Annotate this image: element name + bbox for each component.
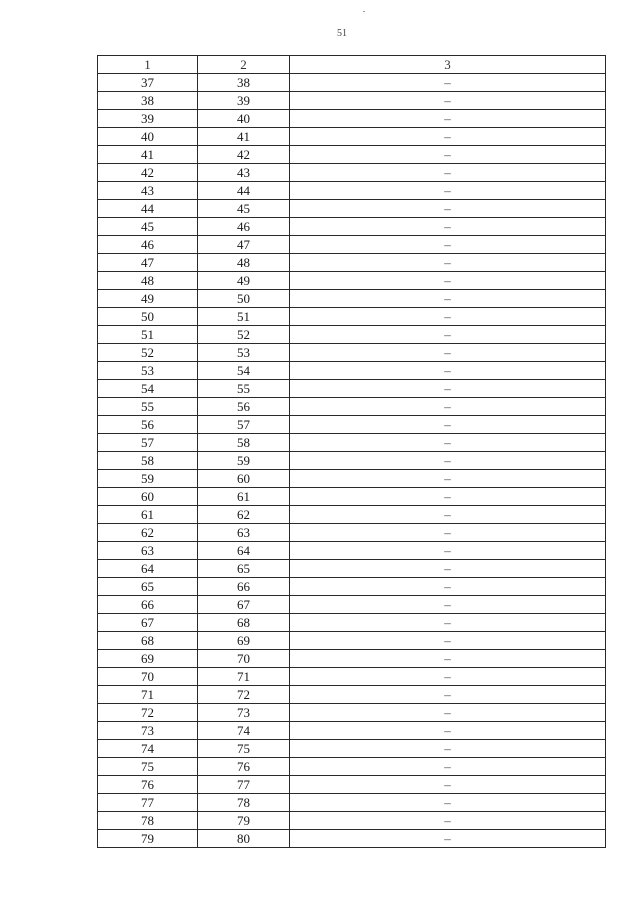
table-cell-col-2: 80: [198, 830, 290, 848]
table-cell-col-3: –: [290, 200, 606, 218]
table-cell-col-3: –: [290, 488, 606, 506]
table-row: [98, 74, 606, 92]
table-cell-col-1: 56: [98, 416, 198, 434]
table-cell-col-1: 58: [98, 452, 198, 470]
table-cell-col-2: 41: [198, 128, 290, 146]
table-cell-col-1: 57: [98, 434, 198, 452]
table-row: [98, 614, 606, 632]
table-cell-col-3: –: [290, 722, 606, 740]
table-cell-col-1: 74: [98, 740, 198, 758]
table-cell-col-2: 57: [198, 416, 290, 434]
table-cell-col-2: 64: [198, 542, 290, 560]
table-cell-col-1: 70: [98, 668, 198, 686]
table-cell-col-1: 43: [98, 182, 198, 200]
table-cell-col-1: 76: [98, 776, 198, 794]
table-cell-col-1: 39: [98, 110, 198, 128]
table-row: [98, 758, 606, 776]
table-cell-col-2: 74: [198, 722, 290, 740]
table-cell-col-3: –: [290, 272, 606, 290]
table-row: [98, 686, 606, 704]
table-row: [98, 128, 606, 146]
table-cell-col-2: 75: [198, 740, 290, 758]
table-row: [98, 740, 606, 758]
table-cell-col-2: 77: [198, 776, 290, 794]
table-cell-col-1: 50: [98, 308, 198, 326]
table-cell-col-2: 76: [198, 758, 290, 776]
table-row: [98, 488, 606, 506]
table-row: [98, 308, 606, 326]
table-cell-col-1: 64: [98, 560, 198, 578]
table-cell-col-1: 79: [98, 830, 198, 848]
table-cell-col-1: 46: [98, 236, 198, 254]
table-cell-col-3: –: [290, 506, 606, 524]
table-row: [98, 164, 606, 182]
table-row: [98, 632, 606, 650]
table-cell-col-2: 53: [198, 344, 290, 362]
table-cell-col-2: 78: [198, 794, 290, 812]
table-row: [98, 344, 606, 362]
table-cell-col-2: 60: [198, 470, 290, 488]
table-cell-col-1: 60: [98, 488, 198, 506]
table-row: [98, 146, 606, 164]
table-cell-col-3: –: [290, 380, 606, 398]
table-cell-col-1: 77: [98, 794, 198, 812]
table-cell-col-3: –: [290, 740, 606, 758]
table-row: [98, 650, 606, 668]
table-cell-col-3: –: [290, 128, 606, 146]
table-cell-col-2: 47: [198, 236, 290, 254]
table-row: [98, 92, 606, 110]
table-cell-col-2: 66: [198, 578, 290, 596]
table-cell-col-3: –: [290, 794, 606, 812]
table-cell-col-1: 68: [98, 632, 198, 650]
table-row: [98, 812, 606, 830]
table-cell-col-2: 54: [198, 362, 290, 380]
table-row: [98, 470, 606, 488]
table-row: [98, 596, 606, 614]
table-cell-col-1: 55: [98, 398, 198, 416]
table-row: [98, 704, 606, 722]
table-cell-col-3: –: [290, 290, 606, 308]
table-row: [98, 416, 606, 434]
table-cell-col-2: 72: [198, 686, 290, 704]
table-cell-col-3: –: [290, 542, 606, 560]
table-cell-col-2: 73: [198, 704, 290, 722]
table-cell-col-1: 44: [98, 200, 198, 218]
table-cell-col-1: 78: [98, 812, 198, 830]
table-cell-col-1: 71: [98, 686, 198, 704]
table-cell-col-1: 37: [98, 74, 198, 92]
table-cell-col-1: 66: [98, 596, 198, 614]
table-row: [98, 776, 606, 794]
table-cell-col-3: –: [290, 416, 606, 434]
table-cell-col-2: 63: [198, 524, 290, 542]
table-row: [98, 398, 606, 416]
table-row: [98, 560, 606, 578]
table-cell-col-3: –: [290, 74, 606, 92]
table-cell-col-1: 72: [98, 704, 198, 722]
table-cell-col-3: –: [290, 218, 606, 236]
table-cell-col-2: 55: [198, 380, 290, 398]
table-cell-col-3: –: [290, 812, 606, 830]
table-cell-col-2: 79: [198, 812, 290, 830]
table-row: [98, 200, 606, 218]
data-table: [97, 55, 606, 848]
table-cell-col-1: 48: [98, 272, 198, 290]
scan-speck: [363, 11, 365, 12]
table-cell-col-3: –: [290, 164, 606, 182]
table-row: [98, 326, 606, 344]
table-cell-col-1: 69: [98, 650, 198, 668]
table-cell-col-3: –: [290, 578, 606, 596]
table-row: [98, 506, 606, 524]
table-cell-col-2: 67: [198, 596, 290, 614]
table-cell-col-2: 58: [198, 434, 290, 452]
table-row: [98, 830, 606, 848]
table-cell-col-3: –: [290, 758, 606, 776]
table-cell-col-2: 62: [198, 506, 290, 524]
table-row: [98, 236, 606, 254]
table-cell-col-1: 65: [98, 578, 198, 596]
table-row: [98, 434, 606, 452]
header-row: [98, 56, 606, 74]
table-header: [98, 56, 606, 74]
table-cell-col-3: –: [290, 434, 606, 452]
table-row: [98, 110, 606, 128]
table-cell-col-2: 38: [198, 74, 290, 92]
table-cell-col-2: 52: [198, 326, 290, 344]
table-cell-col-1: 49: [98, 290, 198, 308]
table-cell-col-3: –: [290, 668, 606, 686]
table-cell-col-1: 75: [98, 758, 198, 776]
table-cell-col-3: –: [290, 524, 606, 542]
table-cell-col-3: –: [290, 308, 606, 326]
table-row: [98, 218, 606, 236]
table-cell-col-3: –: [290, 362, 606, 380]
table-row: [98, 668, 606, 686]
table-cell-col-1: 52: [98, 344, 198, 362]
table-cell-col-3: –: [290, 236, 606, 254]
page-number: 51: [337, 28, 347, 39]
column-header-3: 3: [290, 56, 606, 74]
table-cell-col-2: 61: [198, 488, 290, 506]
table-row: [98, 290, 606, 308]
table-cell-col-2: 46: [198, 218, 290, 236]
table-row: [98, 722, 606, 740]
table-cell-col-1: 59: [98, 470, 198, 488]
table-cell-col-1: 63: [98, 542, 198, 560]
table-cell-col-3: –: [290, 326, 606, 344]
table-cell-col-1: 53: [98, 362, 198, 380]
column-header-1: 1: [98, 56, 198, 74]
table-row: [98, 272, 606, 290]
table-cell-col-1: 47: [98, 254, 198, 272]
table-cell-col-2: 68: [198, 614, 290, 632]
table-cell-col-3: –: [290, 614, 606, 632]
table-cell-col-3: –: [290, 254, 606, 272]
table-cell-col-1: 38: [98, 92, 198, 110]
table-cell-col-3: –: [290, 92, 606, 110]
table-cell-col-3: –: [290, 650, 606, 668]
table-cell-col-1: 42: [98, 164, 198, 182]
table-row: [98, 578, 606, 596]
table-cell-col-2: 71: [198, 668, 290, 686]
table-row: [98, 182, 606, 200]
table-cell-col-3: –: [290, 776, 606, 794]
table-cell-col-2: 40: [198, 110, 290, 128]
table-cell-col-3: –: [290, 560, 606, 578]
table-row: [98, 794, 606, 812]
table-cell-col-1: 41: [98, 146, 198, 164]
table-cell-col-2: 65: [198, 560, 290, 578]
table-cell-col-2: 69: [198, 632, 290, 650]
table-row: [98, 380, 606, 398]
table-cell-col-3: –: [290, 146, 606, 164]
table-cell-col-2: 50: [198, 290, 290, 308]
table-cell-col-1: 40: [98, 128, 198, 146]
table-cell-col-1: 51: [98, 326, 198, 344]
table-cell-col-3: –: [290, 110, 606, 128]
table-cell-col-2: 59: [198, 452, 290, 470]
table-cell-col-2: 42: [198, 146, 290, 164]
table-cell-col-2: 51: [198, 308, 290, 326]
table-cell-col-2: 56: [198, 398, 290, 416]
table-cell-col-3: –: [290, 344, 606, 362]
table-cell-col-2: 70: [198, 650, 290, 668]
table-cell-col-1: 45: [98, 218, 198, 236]
table-cell-col-3: –: [290, 596, 606, 614]
table-cell-col-2: 43: [198, 164, 290, 182]
table-cell-col-2: 39: [198, 92, 290, 110]
table-cell-col-1: 54: [98, 380, 198, 398]
table-cell-col-2: 48: [198, 254, 290, 272]
table-cell-col-3: –: [290, 686, 606, 704]
table-cell-col-2: 45: [198, 200, 290, 218]
column-header-2: 2: [198, 56, 290, 74]
table-cell-col-3: –: [290, 398, 606, 416]
table-cell-col-2: 44: [198, 182, 290, 200]
table-cell-col-3: –: [290, 452, 606, 470]
table-cell-col-3: –: [290, 830, 606, 848]
table-row: [98, 452, 606, 470]
table-cell-col-3: –: [290, 704, 606, 722]
table-row: [98, 362, 606, 380]
table-cell-col-1: 67: [98, 614, 198, 632]
table-cell-col-1: 61: [98, 506, 198, 524]
table-row: [98, 254, 606, 272]
table-cell-col-3: –: [290, 632, 606, 650]
table-cell-col-3: –: [290, 182, 606, 200]
table-row: [98, 524, 606, 542]
table-cell-col-1: 62: [98, 524, 198, 542]
table-body: [98, 74, 606, 848]
table-cell-col-2: 49: [198, 272, 290, 290]
table-cell-col-1: 73: [98, 722, 198, 740]
table-row: [98, 542, 606, 560]
table-cell-col-3: –: [290, 470, 606, 488]
